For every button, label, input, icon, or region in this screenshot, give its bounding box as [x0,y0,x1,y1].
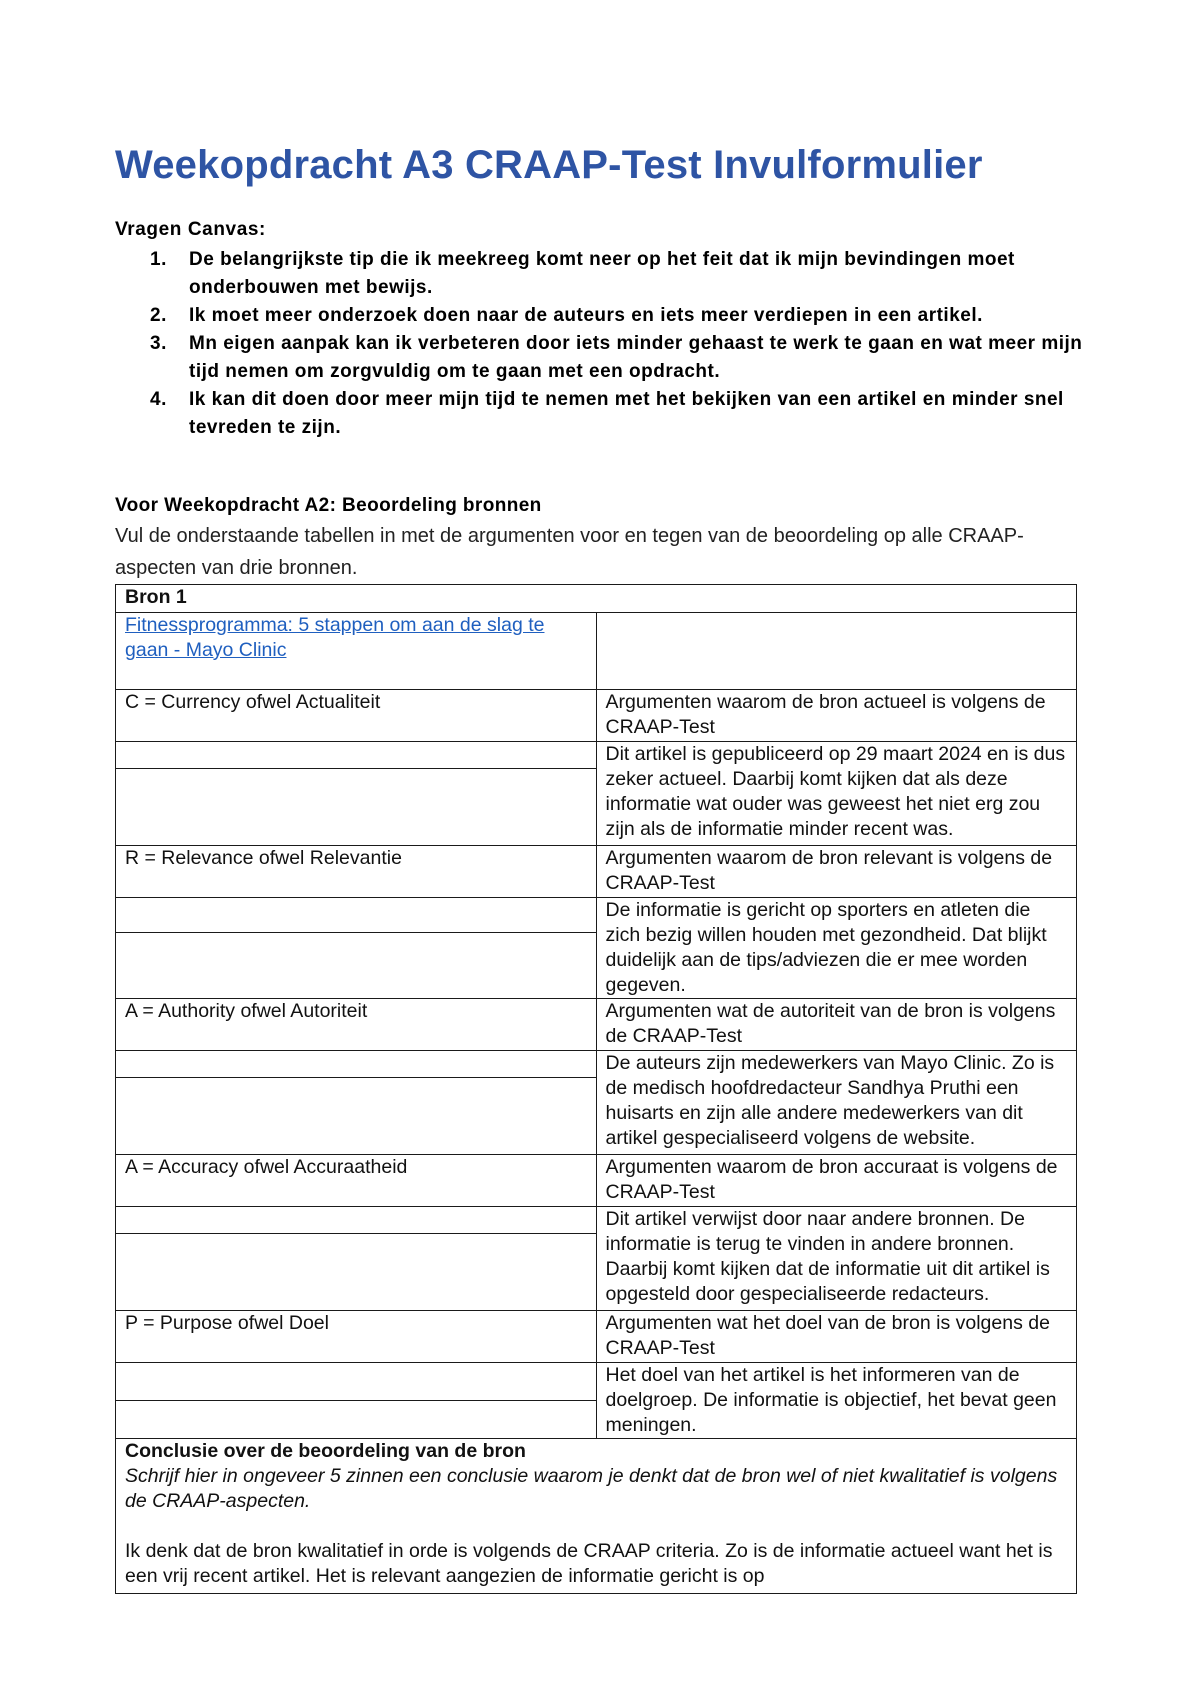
list-item [115,302,1085,330]
page-title: Weekopdracht A3 CRAAP-Test Invulformulier [115,143,983,187]
bron-1-table [115,584,1077,1594]
conclusion-title: Conclusie over de beoordeling van de bron [125,1440,526,1462]
criterion-answer[interactable]: De informatie is gericht op sporters en atleten die zich bezig willen houden met gezondheid. Dat blijkt duidelijk aan de tips/adviezen die er mee worden gegeven. [596,898,1077,999]
list-item-text: De belangrijkste tip die ik meekreeg komt neer op het feit dat ik mijn bevindingen moet onderbouwen met bewijs. [189,249,1015,298]
empty-cell[interactable] [116,1051,597,1078]
list-item [115,246,1085,302]
empty-cell[interactable] [116,769,597,846]
criterion-label: R = Relevance ofwel Relevantie [116,846,597,898]
criterion-question: Argumenten wat het doel van de bron is volgens de CRAAP-Test [596,1311,1077,1363]
conclusion-instruction: Schrijf hier in ongeveer 5 zinnen een conclusie waarom je denkt dat de bron wel of niet kwalitatief is volgens de CRAAP-aspecten. [125,1465,1058,1512]
empty-cell[interactable] [116,932,597,998]
criterion-question: Argumenten waarom de bron accuraat is volgens de CRAAP-Test [596,1155,1077,1207]
list-item [115,330,1085,386]
a2-intro-text: Vul de onderstaande tabellen in met de argumenten voor en tegen van de beoordeling op alle CRAAP-aspecten van drie bronnen. [115,525,1024,579]
criterion-answer[interactable]: Dit artikel verwijst door naar andere bronnen. De informatie is terug te vinden in andere bronnen. Daarbij komt kijken dat de informatie uit dit artikel is opgesteld door gespecialiseerde redacteurs. [596,1207,1077,1311]
list-item-number: 1. [150,249,167,270]
list-item-text: Mn eigen aanpak kan ik verbeteren door iets minder gehaast te werk te gaan en wat meer mijn tijd nemen om zorgvuldig om te gaan met een opdracht. [189,333,1083,382]
empty-cell[interactable] [116,1078,597,1155]
conclusion-cell[interactable] [116,1439,1077,1594]
empty-cell [596,613,1077,690]
list-item-text: Ik kan dit doen door meer mijn tijd te nemen met het bekijken van een artikel en minder snel tevreden te zijn. [189,389,1064,438]
table-header: Bron 1 [116,585,1077,613]
list-item-text: Ik moet meer onderzoek doen naar de auteurs en iets meer verdiepen in een artikel. [189,305,983,326]
canvas-answer-list [115,246,1085,442]
list-item-number: 2. [150,305,167,326]
criterion-answer[interactable]: De auteurs zijn medewerkers van Mayo Clinic. Zo is de medisch hoofdredacteur Sandhya Pruthi een huisarts en zijn alle andere medewerkers van dit artikel gespecialiseerd volgens de website. [596,1051,1077,1155]
a2-heading: Voor Weekopdracht A2: Beoordeling bronnen [115,495,542,516]
criterion-answer[interactable]: Het doel van het artikel is het informeren van de doelgroep. De informatie is objectief, het bevat geen meningen. [596,1363,1077,1439]
criterion-question: Argumenten wat de autoriteit van de bron is volgens de CRAAP-Test [596,999,1077,1051]
criterion-answer[interactable]: Dit artikel is gepubliceerd op 29 maart 2024 en is dus zeker actueel. Daarbij komt kijken dat als deze informatie wat ouder was geweest het niet erg zou zijn als de informatie minder recent was. [596,742,1077,846]
criterion-label: C = Currency ofwel Actualiteit [116,690,597,742]
empty-cell[interactable] [116,742,597,769]
conclusion-text[interactable]: Ik denk dat de bron kwalitatief in orde is volgends de CRAAP criteria. Zo is de informatie actueel want het is een vrij recent artikel. Het is relevant aangezien de informatie gericht is op [125,1540,1053,1587]
criterion-label: A = Accuracy ofwel Accuraatheid [116,1155,597,1207]
empty-cell[interactable] [116,898,597,933]
empty-cell[interactable] [116,1363,597,1401]
criterion-question: Argumenten waarom de bron relevant is volgens de CRAAP-Test [596,846,1077,898]
canvas-questions-label: Vragen Canvas: [115,219,266,240]
empty-cell[interactable] [116,1234,597,1311]
criterion-label: A = Authority ofwel Autoriteit [116,999,597,1051]
source-cell [116,613,597,690]
list-item-number: 4. [150,389,167,410]
empty-cell[interactable] [116,1401,597,1439]
empty-cell[interactable] [116,1207,597,1234]
list-item [115,386,1085,442]
list-item-number: 3. [150,333,167,354]
criterion-label: P = Purpose ofwel Doel [116,1311,597,1363]
spacer [125,1514,1067,1539]
source-link[interactable]: Fitnessprogramma: 5 stappen om aan de slag te gaan - Mayo Clinic [125,614,545,661]
criterion-question: Argumenten waarom de bron actueel is volgens de CRAAP-Test [596,690,1077,742]
